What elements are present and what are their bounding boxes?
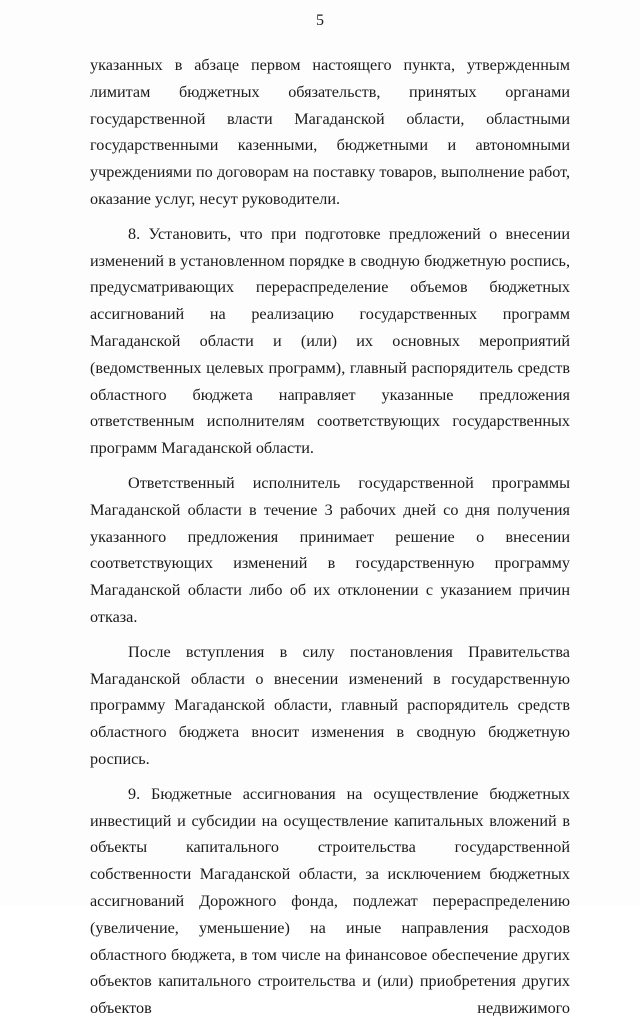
- paragraph-item-8: 8. Установить, что при подготовке предложений о внесении изменений в установленном порядке в сводную бюджетную роспись, предусматривающих перераспределение объемов бюджетных ассигнований на реализацию государственных программ Магаданской области и (или) их основных мероприятий (ведомственных целевых программ), главный распорядитель средств областного бюджета направляет указанные предложения ответственным исполнителям соответствующих государственных программ Магаданской области.: [90, 224, 570, 458]
- paragraph-continuation: указанных в абзаце первом настоящего пункта, утвержденным лимитам бюджетных обязательств, принятых органами государственной власти Магаданской области, областными государственными казенными, бюджетными и автономными учреждениями по договорам на поставку товаров, выполнение работ, оказание услуг, несут руководители.: [90, 56, 570, 208]
- paragraph-after-resolution: После вступления в силу постановления Правительства Магаданской области о внесении изменений в государственную программу Магаданской области, главный распорядитель средств областного бюджета вносит изменения в сводную бюджетную роспись.: [90, 642, 570, 768]
- document-body: [90, 52, 570, 1022]
- page-number: 5: [316, 12, 324, 29]
- paragraph-item-9: 9. Бюджетные ассигнования на осуществление бюджетных инвестиций и субсидии на осуществление капитальных вложений в объекты капитального строительства государственной собственности Магаданской области, за исключением бюджетных ассигнований Дорожного фонда, подлежат перераспределению (увеличение, уменьшение) на иные направления расходов областного бюджета, в том числе на финансовое обеспечение других объектов капитального строительства и (или) приобретения других объектов недвижимого: [90, 784, 570, 1018]
- paragraph-responsible-executor: Ответственный исполнитель государственной программы Магаданской области в течение 3 рабочих дней со дня получения указанного предложения принимает решение о внесении соответствующих изменений в государственную программу Магаданской области либо об их отклонении с указанием причин отказа.: [90, 473, 570, 626]
